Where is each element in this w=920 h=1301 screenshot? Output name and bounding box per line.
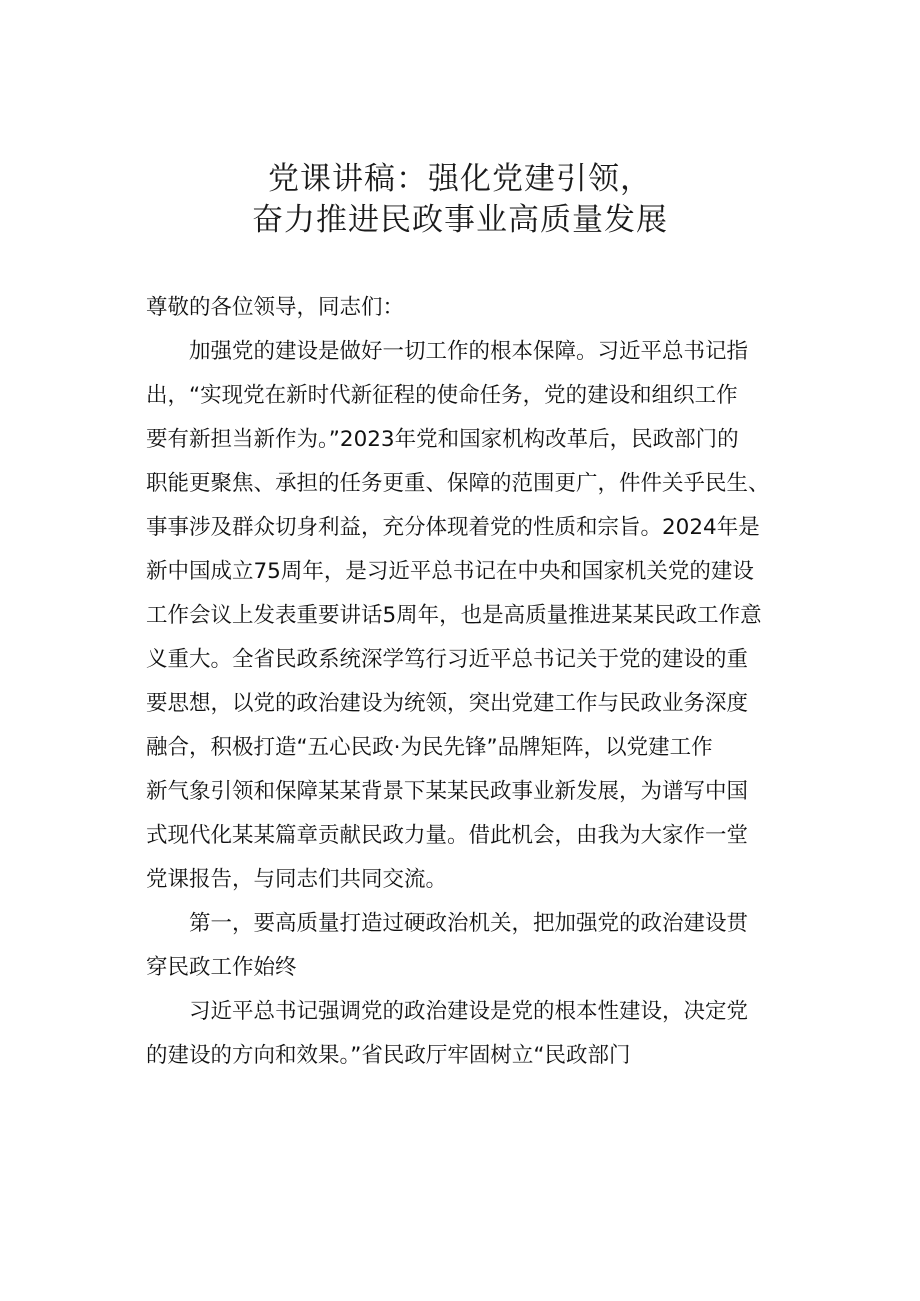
body-line: 式现代化某某篇章贡献民政力量。借此机会，由我为大家作一堂 [146,823,749,848]
document-title-line-2: 奋力推进民政事业高质量发展 [252,202,668,238]
section-heading-line: 第一，要高质量打造过硬政治机关，把加强党的政治建设贯 [146,911,749,936]
body-line: 义重大。全省民政系统深学笃行习近平总书记关于党的建设的重 [146,647,749,672]
section-heading-line: 穿民政工作始终 [146,955,297,980]
body-line: 职能更聚焦、承担的任务更重、保障的范围更广，件件关乎民生、 [146,471,770,496]
document-title-line-1: 党课讲稿：强化党建引领， [268,161,652,197]
body-line: 加强党的建设是做好一切工作的根本保障。习近平总书记指 [146,339,749,364]
body-line: 事事涉及群众切身利益，充分体现着党的性质和宗旨。2024年是 [146,515,760,540]
body-line: 党课报告，与同志们共同交流。 [146,867,448,892]
body-line: 要思想，以党的政治建设为统领，突出党建工作与民政业务深度 [146,691,749,716]
salutation: 尊敬的各位领导，同志们： [146,295,405,320]
body-line: 融合，积极打造“五心民政·为民先锋”品牌矩阵，以党建工作 [146,735,713,760]
body-line: 工作会议上发表重要讲话5周年，也是高质量推进某某民政工作意 [146,603,762,628]
body-line: 新中国成立75周年，是习近平总书记在中央和国家机关党的建设 [146,559,754,584]
body-line: 习近平总书记强调党的政治建设是党的根本性建设，决定党 [146,999,749,1024]
body-line: 新气象引领和保障某某背景下某某民政事业新发展，为谱写中国 [146,779,749,804]
body-line: 要有新担当新作为。”2023年党和国家机构改革后，民政部门的 [146,427,739,452]
body-line: 的建设的方向和效果。”省民政厅牢固树立“民政部门 [146,1043,631,1068]
body-line: 出，“实现党在新时代新征程的使命任务，党的建设和组织工作 [146,383,738,408]
